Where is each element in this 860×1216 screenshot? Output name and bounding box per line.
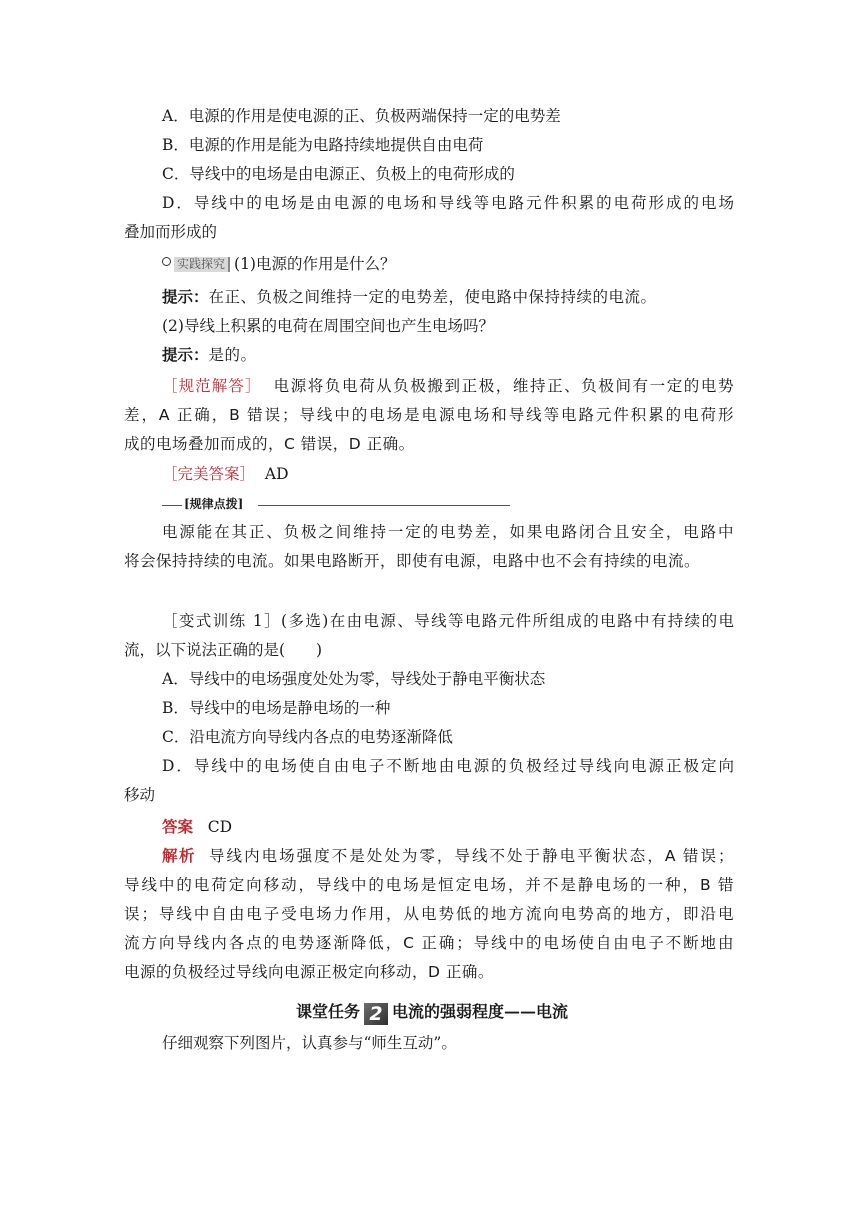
task-number-badge: 2 [364, 1003, 388, 1025]
variant-stem-1 [162, 611, 734, 631]
solution-text-1: 电源将负电荷从负极搬到正极，维持正、负极间有一定的电势 [273, 377, 734, 395]
analysis-line-2: 导线中的电荷定向移动，导线中的电场是恒定电场，并不是静电场的一种，B 错 [124, 876, 734, 894]
variant-stem-2: 流，以下说法正确的是( ) [124, 641, 323, 659]
answer-value: AD [264, 465, 289, 483]
variant-answer-row [162, 817, 232, 837]
variant-option-d: D．导线中的电场使自由电子不断地由电源的负极经过导线向电源正极定向 [162, 757, 734, 775]
solution-line-2: 差，A 正确，B 错误；导线中的电场是电源电场和导线等电路元件积累的电荷形 [124, 406, 734, 424]
hint-1-text: 在正、负极之间维持一定的电势差，使电路中保持持续的电流。 [208, 288, 657, 306]
rule-note-line-1: 电源能在其正、负极之间维持一定的电势差，如果电路闭合且安全，电路中 [162, 523, 734, 541]
analysis-text-1: 导线内电场强度不是处处为零，导线不处于静电平衡状态，A 错误； [209, 847, 734, 865]
hint-1-label: 提示： [162, 287, 209, 306]
task-title: 电流的强弱程度——电流 [392, 1002, 569, 1021]
analysis-label: 解析 [162, 846, 197, 865]
practice-row-1 [162, 254, 395, 274]
variant-answer-value: CD [207, 818, 233, 836]
practice-badge: 实践探究 [174, 257, 230, 272]
rule-line-right [258, 505, 510, 506]
intro-text: 仔细观察下列图片，认真参与“师生互动”。 [162, 1034, 457, 1052]
analysis-line-4: 流方向导线内各点的电势逐渐降低，C 正确；导线中的电场使自由电子不断地由 [124, 934, 734, 952]
solution-line-1 [162, 376, 734, 396]
variant-option-b: B．导线中的电场是静电场的一种 [162, 699, 391, 717]
rule-note-line-2: 将会保持持续的电流。如果电路断开，即使有电源，电路中也不会有持续的电流。 [124, 552, 701, 570]
variant-stem-text: (多选)在由电源、导线等电路元件所组成的电路中有持续的电 [281, 612, 734, 630]
answer-label: ［完美答案］ [162, 465, 256, 483]
q1-option-b: B．电源的作用是能为电路持续地提供自由电荷 [162, 136, 484, 154]
analysis-line-3: 误；导线中自由电子受电场力作用，从电势低的地方流向电势高的地方，即沿电 [124, 905, 734, 923]
answer-row [162, 464, 289, 484]
q1-option-d-cont: 叠加而形成的 [124, 223, 218, 241]
rule-note-label: [规律点拨] [184, 497, 244, 511]
variant-option-d-cont: 移动 [124, 786, 156, 804]
hint-2-text: 是的。 [208, 346, 257, 364]
q1-option-a: A．电源的作用是使电源的正、负极两端保持一定的电势差 [162, 107, 561, 125]
q1-option-c: C．导线中的电场是由电源正、负极上的电荷形成的 [162, 165, 515, 183]
hint-2-label: 提示： [162, 345, 209, 364]
variant-option-c: C．沿电流方向导线内各点的电势逐渐降低 [162, 728, 453, 746]
circle-marker-icon [162, 257, 171, 266]
analysis-line-1 [162, 846, 734, 866]
variant-label: ［变式训练 1］ [162, 612, 282, 630]
solution-label: ［规范解答］ [162, 377, 262, 395]
practice-hint-2 [162, 345, 257, 365]
variant-answer-label: 答案 [162, 817, 194, 836]
practice-hint-1 [162, 287, 657, 307]
solution-line-3: 成的电场叠加而成的，C 错误，D 正确。 [124, 435, 415, 453]
q1-option-d: D．导线中的电场是由电源的电场和导线等电路元件积累的电荷形成的电场 [162, 194, 734, 212]
practice-question-1: (1)电源的作用是什么？ [234, 255, 396, 273]
analysis-line-5: 电源的负极经过导线向电源正极定向移动，D 正确。 [124, 963, 494, 981]
task-prefix: 课堂任务 [296, 1002, 361, 1021]
rule-line-left [162, 505, 182, 506]
practice-question-2: (2)导线上积累的电荷在周围空间也产生电场吗？ [162, 317, 494, 335]
variant-option-a: A．导线中的电场强度处处为零，导线处于静电平衡状态 [162, 670, 546, 688]
task-heading [296, 1002, 568, 1025]
